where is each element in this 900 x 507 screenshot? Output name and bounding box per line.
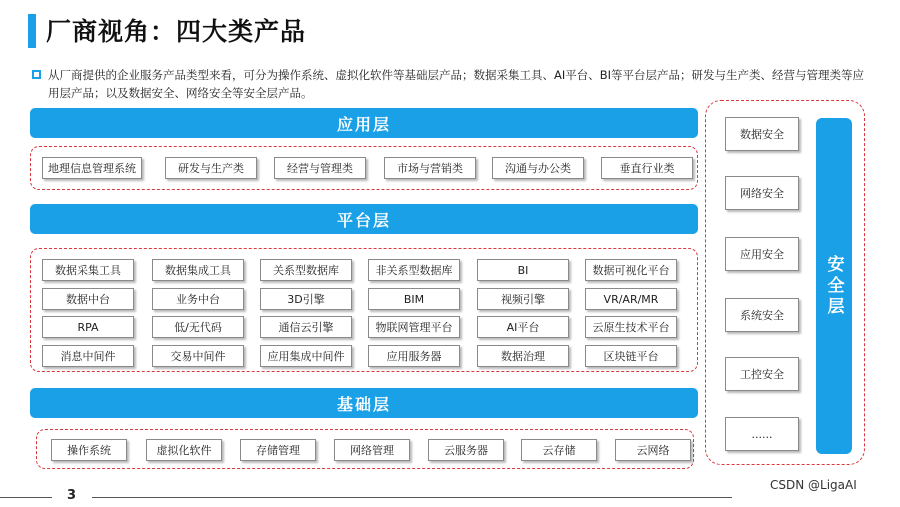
security-item-application: 应用安全 — [725, 237, 799, 271]
security-layer-header — [816, 118, 852, 454]
security-item-network: 网络安全 — [725, 176, 799, 210]
base-layer-header: 基础层 — [30, 388, 698, 418]
platform-item: 应用集成中间件 — [260, 345, 352, 367]
app-item-vertical: 垂直行业类 — [601, 157, 693, 179]
security-layer-label: 安全层 — [823, 254, 844, 318]
app-item-rd-production: 研发与生产类 — [165, 157, 257, 179]
platform-item: 视频引擎 — [477, 288, 569, 310]
base-item-cloud-storage: 云存储 — [521, 439, 597, 461]
platform-item: RPA — [42, 316, 134, 338]
platform-item: 低/无代码 — [152, 316, 244, 338]
page-title: 厂商视角：四大类产品 — [46, 17, 307, 46]
description-paragraph — [32, 66, 872, 102]
platform-item: 业务中台 — [152, 288, 244, 310]
base-item-os: 操作系统 — [51, 439, 127, 461]
base-item-virtualization: 虚拟化软件 — [146, 439, 222, 461]
platform-item: 非关系型数据库 — [368, 259, 460, 281]
footer-divider-right — [92, 497, 732, 498]
platform-item: 物联网管理平台 — [368, 316, 460, 338]
platform-item: AI平台 — [477, 316, 569, 338]
footer-divider-left — [0, 497, 52, 498]
platform-item: 数据集成工具 — [152, 259, 244, 281]
platform-item: 区块链平台 — [585, 345, 677, 367]
platform-layer-header: 平台层 — [30, 204, 698, 234]
app-item-gis: 地理信息管理系统 — [42, 157, 142, 179]
platform-item: 数据治理 — [477, 345, 569, 367]
application-layer-header: 应用层 — [30, 108, 698, 138]
source-watermark: CSDN @LigaAI — [770, 478, 857, 492]
platform-item: 消息中间件 — [42, 345, 134, 367]
security-item-more: ...... — [725, 417, 799, 451]
platform-item: 通信云引擎 — [260, 316, 352, 338]
platform-item: VR/AR/MR — [585, 288, 677, 310]
platform-item: BI — [477, 259, 569, 281]
base-item-cloud-server: 云服务器 — [428, 439, 504, 461]
security-item-ics: 工控安全 — [725, 357, 799, 391]
page-number: 3 — [67, 488, 77, 503]
security-item-data: 数据安全 — [725, 117, 799, 151]
base-item-network-management: 网络管理 — [334, 439, 410, 461]
base-item-cloud-network: 云网络 — [615, 439, 691, 461]
platform-item: 数据中台 — [42, 288, 134, 310]
security-item-system: 系统安全 — [725, 298, 799, 332]
app-item-marketing: 市场与营销类 — [384, 157, 476, 179]
title-accent-bar — [28, 14, 36, 48]
app-item-office: 沟通与办公类 — [492, 157, 584, 179]
base-item-storage-management: 存储管理 — [240, 439, 316, 461]
platform-item: 应用服务器 — [368, 345, 460, 367]
square-bullet-icon — [32, 70, 41, 79]
description-text: 从厂商提供的企业服务产品类型来看，可分为操作系统、虚拟化软件等基础层产品；数据采集工具、AI平台、BI等平台层产品；研发与生产类、经营与管理类等应用层产品；以及数据安全、网络安全等安全层产品。 — [48, 68, 865, 100]
platform-item: BIM — [368, 288, 460, 310]
app-item-operation-management: 经营与管理类 — [274, 157, 366, 179]
platform-item: 3D引擎 — [260, 288, 352, 310]
platform-item: 数据可视化平台 — [585, 259, 677, 281]
platform-item: 交易中间件 — [152, 345, 244, 367]
platform-item: 关系型数据库 — [260, 259, 352, 281]
platform-item: 数据采集工具 — [42, 259, 134, 281]
platform-item: 云原生技术平台 — [585, 316, 677, 338]
